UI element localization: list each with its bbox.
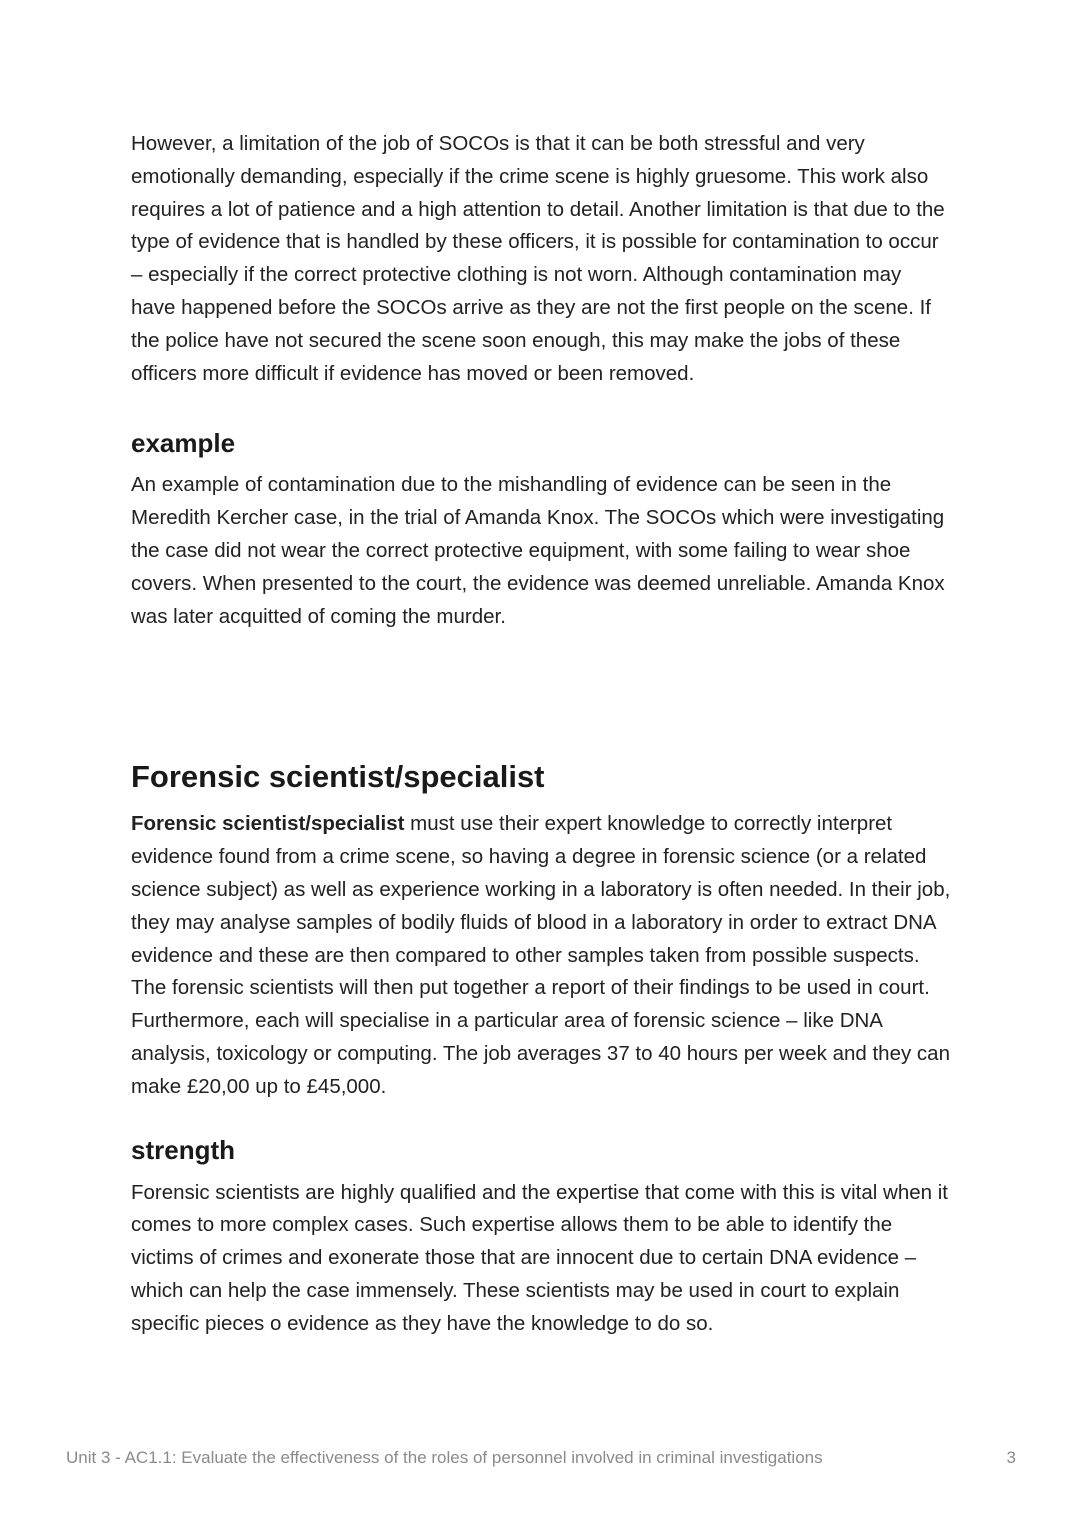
soco-limitation-paragraph: However, a limitation of the job of SOCOs is that it can be both stressful and very emotionally demanding, especially if the crime scene is highly gruesome. This work also requires a lot of patience and a high attention to detail. Another limitation is that due to the type of evidence that is handled by these officers, it is possible for contamination to occur – especially if the correct protective clothing is not worn. Although contamination may have happened before the SOCOs arrive as they are not the first people on the scene. If the police have not secured the scene soon enough, this may make the jobs of these officers more difficult if evidence has moved or been removed.: [131, 132, 945, 385]
document-body: [131, 128, 951, 1341]
forensic-scientist-paragraph: [131, 808, 951, 1103]
strength-heading: strength: [131, 1134, 235, 1165]
page-number: 3: [1006, 1448, 1016, 1467]
example-heading: example: [131, 428, 236, 459]
example-paragraph: An example of contamination due to the mishandling of evidence can be seen in the Meredith Kercher case, in the trial of Amanda Knox. The SOCOs which were investigating the case did not wear the correct protective equipment, with some failing to wear shoe covers. When presented to the court, the evidence was deemed unreliable. Amanda Knox was later acquitted of coming the murder.: [131, 473, 945, 628]
footer-title: Unit 3 - AC1.1: Evaluate the effectiveness of the roles of personnel involved in criminal investigations: [66, 1448, 823, 1467]
forensic-scientist-paragraph-text: must use their expert knowledge to correctly interpret evidence found from a crime scene, so having a degree in forensic science (or a related science subject) as well as experience working in a laboratory is often needed. In their job, they may analyse samples of bodily fluids of blood in a laboratory in order to extract DNA evidence and these are then compared to other samples taken from possible suspects. The forensic scientists will then put together a report of their findings to be used in court. Furthermore, each will specialise in a particular area of forensic science – like DNA analysis, toxicology or computing. The job averages 37 to 40 hours per week and they can make £20,00 up to £45,000.: [131, 812, 951, 1098]
page-footer: [66, 1448, 1016, 1472]
strength-paragraph: Forensic scientists are highly qualified and the expertise that come with this is vital when it comes to more complex cases. Such expertise allows them to be able to identify the victims of crimes and exonerate those that are innocent due to certain DNA evidence – which can help the case immensely. These scientists may be used in court to explain specific pieces o evidence as they have the knowledge to do so.: [131, 1180, 948, 1335]
forensic-scientist-heading: Forensic scientist/specialist: [131, 759, 545, 795]
forensic-scientist-bold-lead: Forensic scientist/specialist: [131, 812, 405, 836]
